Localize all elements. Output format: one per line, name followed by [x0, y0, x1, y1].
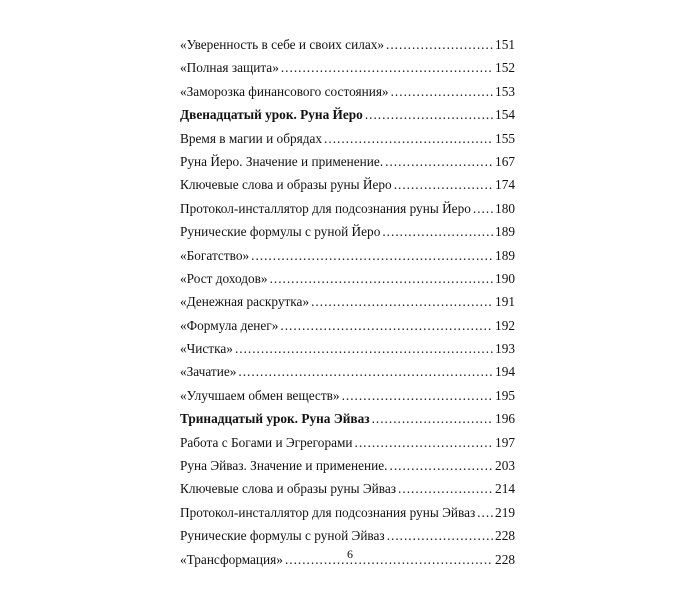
- toc-entry-page: 180: [495, 200, 515, 216]
- dot-leader: [477, 501, 493, 524]
- dot-leader: [281, 56, 493, 79]
- toc-entry[interactable]: [180, 314, 515, 337]
- dot-leader: [386, 33, 493, 56]
- toc-entry-page: 151: [495, 37, 515, 52]
- dot-leader: [473, 197, 493, 220]
- toc-entry[interactable]: [180, 477, 515, 500]
- toc-entry-page: 195: [495, 387, 515, 403]
- toc-entry-page: 194: [495, 364, 515, 380]
- toc-entry-title: «Формула денег»: [180, 317, 279, 333]
- toc-entry-title: «Зачатие»: [180, 364, 237, 380]
- toc-entry-page: 228: [495, 551, 515, 567]
- dot-leader: [390, 454, 494, 477]
- toc-chapter-entry[interactable]: [180, 407, 515, 430]
- toc-entry-page: 193: [495, 341, 515, 357]
- toc-entry-page: 196: [495, 411, 515, 427]
- dot-leader: [398, 477, 493, 500]
- toc-entry-page: 219: [495, 504, 515, 520]
- toc-chapter-entry[interactable]: [180, 103, 515, 126]
- toc-entry-title: Время в магии и обрядах: [180, 130, 323, 146]
- toc-entry-title: Ключевые слова и образы руны Эйваз: [180, 481, 397, 497]
- toc-entry-title: Руна Эйваз. Значение и применение.: [180, 458, 388, 474]
- dot-leader: [355, 431, 494, 454]
- toc-entry-title: Ключевые слова и образы руны Йеро: [180, 177, 392, 193]
- toc-entry-page: 203: [495, 458, 515, 474]
- toc-entry-page: 192: [495, 317, 515, 333]
- toc-entry-page: 190: [495, 270, 515, 286]
- toc-entry[interactable]: [180, 290, 515, 313]
- toc-entry-page: 214: [495, 481, 515, 497]
- dot-leader: [270, 267, 493, 290]
- toc-entry-title: Руна Йеро. Значение и применение.: [180, 153, 384, 169]
- toc-entry[interactable]: [180, 524, 515, 547]
- toc-entry[interactable]: [180, 360, 515, 383]
- toc-entry-page: 189: [495, 224, 515, 240]
- dot-leader: [365, 103, 493, 126]
- toc-entry-title: Рунические формулы с руной Йеро: [180, 224, 381, 240]
- toc-entry[interactable]: [180, 197, 515, 220]
- dot-leader: [372, 407, 493, 430]
- dot-leader: [385, 150, 493, 173]
- dot-leader: [342, 384, 493, 407]
- toc-entry-page: 152: [495, 60, 515, 76]
- toc-entry[interactable]: [180, 220, 515, 243]
- dot-leader: [394, 173, 493, 196]
- toc-entry-title: «Заморозка финансового состояния»: [180, 83, 389, 99]
- toc-entry-title: «Денежная раскрутка»: [180, 294, 310, 310]
- toc-entry[interactable]: [180, 33, 515, 56]
- toc-entry-title: Протокол-инсталлятор для подсознания руны Эйваз: [180, 504, 476, 520]
- dot-leader: [235, 337, 493, 360]
- toc-entry-page: 154: [495, 107, 515, 123]
- toc-entry[interactable]: [180, 454, 515, 477]
- toc-entry-page: 167: [495, 153, 515, 169]
- toc-entry-page: 191: [495, 294, 515, 310]
- toc-entry-title: Рунические формулы с руной Эйваз: [180, 528, 385, 544]
- toc-entry-page: 228: [495, 528, 515, 544]
- toc-entry-title: Протокол-инсталлятор для подсознания руны Йеро: [180, 200, 471, 216]
- toc-entry-page: 189: [495, 247, 515, 263]
- toc-entry-title: «Полная защита»: [180, 60, 279, 76]
- toc-entry[interactable]: [180, 337, 515, 360]
- toc-entry[interactable]: [180, 244, 515, 267]
- toc-entry[interactable]: [180, 501, 515, 524]
- toc-entry-title: «Уверенность в себе и своих силах»: [180, 37, 385, 52]
- dot-leader: [280, 314, 493, 337]
- toc-entry-title: «Трансформация»: [180, 551, 283, 567]
- toc-entry-title: Работа с Богами и Эгрегорами: [180, 434, 353, 450]
- dot-leader: [382, 220, 493, 243]
- dot-leader: [387, 524, 493, 547]
- toc-entry[interactable]: [180, 56, 515, 79]
- dot-leader: [311, 290, 493, 313]
- toc-entry-title: «Рост доходов»: [180, 270, 268, 286]
- toc-entry-page: 153: [495, 83, 515, 99]
- toc-entry[interactable]: [180, 384, 515, 407]
- toc-entry-title: «Богатство»: [180, 247, 250, 263]
- toc-entry[interactable]: [180, 80, 515, 103]
- toc-entry-page: 174: [495, 177, 515, 193]
- dot-leader: [391, 80, 493, 103]
- dot-leader: [251, 244, 493, 267]
- toc-entry-title: «Улучшаем обмен веществ»: [180, 387, 340, 403]
- toc-entry-title: Двенадцатый урок. Руна Йеро: [180, 107, 363, 123]
- toc-entry-page: 197: [495, 434, 515, 450]
- toc-entry-page: 155: [495, 130, 515, 146]
- toc-entry[interactable]: [180, 150, 515, 173]
- toc-entry[interactable]: [180, 127, 515, 150]
- toc-entry-title: «Чистка»: [180, 341, 233, 357]
- dot-leader: [238, 360, 493, 383]
- page-number: 6: [347, 547, 353, 561]
- toc-entry[interactable]: [180, 173, 515, 196]
- toc-entry[interactable]: [180, 431, 515, 454]
- toc-entry[interactable]: [180, 267, 515, 290]
- dot-leader: [324, 127, 493, 150]
- table-of-contents: [180, 33, 515, 571]
- toc-entry-title: Тринадцатый урок. Руна Эйваз: [180, 411, 370, 427]
